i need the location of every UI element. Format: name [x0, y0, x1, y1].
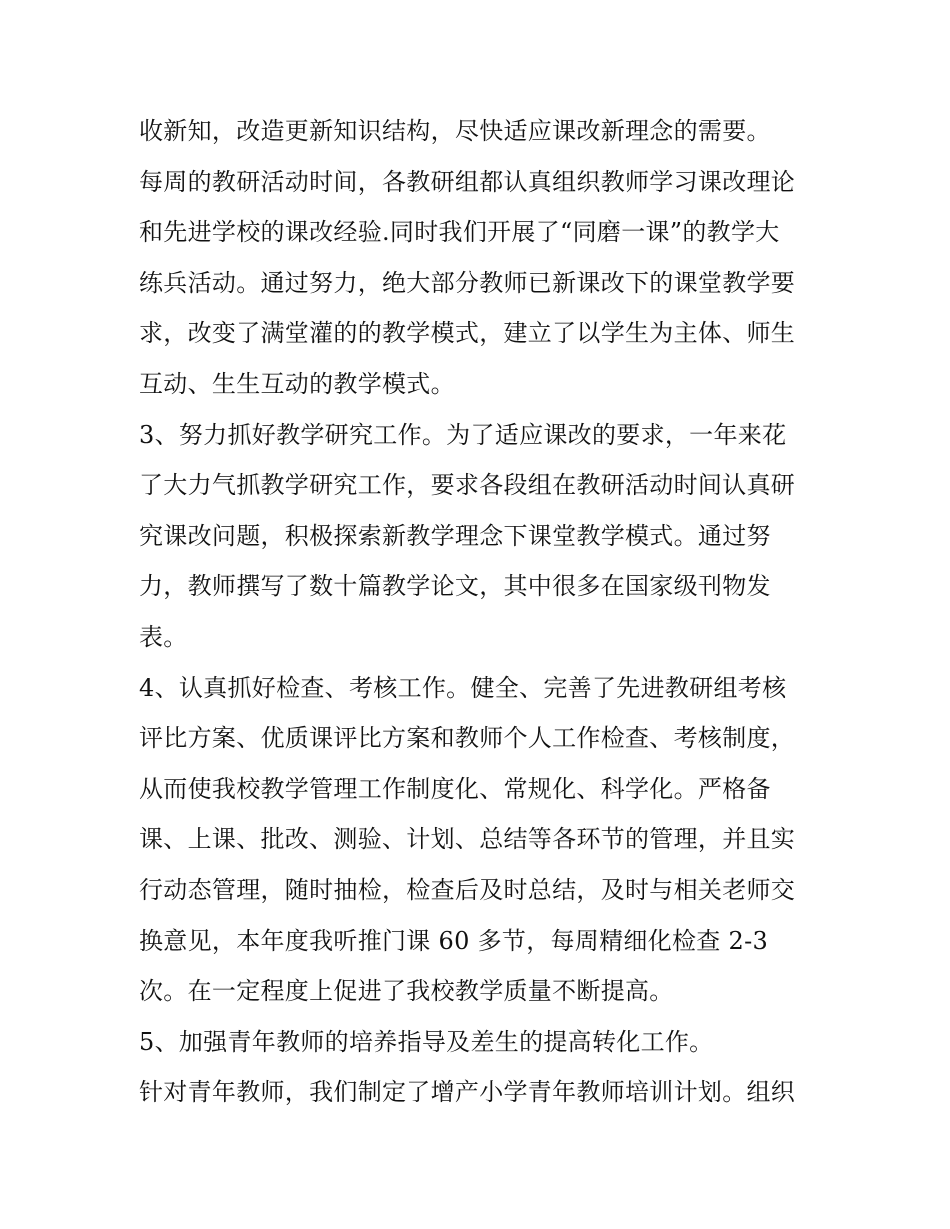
text-line: 和先进学校的课改经验.同时我们开展了“同磨一课”的教学大 [139, 218, 780, 247]
section-4-heading-line: 4、认真抓好检查、考核工作。健全、完善了先进教研组考核 [139, 673, 787, 702]
body-text [139, 106, 829, 1118]
text-line: 课、上课、批改、测验、计划、总结等各环节的管理，并且实 [139, 825, 796, 854]
text-line: 从而使我校教学管理工作制度化、常规化、科学化。严格备 [139, 774, 771, 803]
text-line: 了大力气抓教学研究工作，要求各段组在教研活动时间认真研 [139, 471, 796, 500]
text-line: 求，改变了满堂灌的的教学模式，建立了以学生为主体、师生 [139, 319, 796, 348]
text-line: 力，教师撰写了数十篇教学论文，其中很多在国家级刊物发 [139, 572, 771, 601]
text-line: 换意见，本年度我听推门课 60 多节，每周精细化检查 2-3 [139, 926, 769, 955]
text-line: 每周的教研活动时间，各教研组都认真组织教师学习课改理论 [139, 167, 796, 196]
text-line: 练兵活动。通过努力，绝大部分教师已新课改下的课堂教学要 [139, 268, 796, 297]
text-line: 行动态管理，随时抽检，检查后及时总结，及时与相关老师交 [139, 875, 796, 904]
text-line: 究课改问题，积极探索新教学理念下课堂教学模式。通过努 [139, 521, 771, 550]
text-line: 互动、生生互动的教学模式。 [139, 369, 455, 398]
text-line: 收新知，改造更新知识结构，尽快适应课改新理念的需要。 [139, 117, 771, 145]
section-5-heading-line: 5、加强青年教师的培养指导及差生的提高转化工作。 [139, 1027, 714, 1056]
text-line: 评比方案、优质课评比方案和教师个人工作检查、考核制度， [139, 724, 796, 753]
text-line: 次。在一定程度上促进了我校教学质量不断提高。 [139, 977, 674, 1006]
text-line: 表。 [139, 622, 188, 651]
section-3-heading-line: 3、努力抓好教学研究工作。为了适应课改的要求，一年来花 [139, 420, 787, 449]
text-line: 针对青年教师，我们制定了增产小学青年教师培训计划。组织 [139, 1078, 796, 1107]
